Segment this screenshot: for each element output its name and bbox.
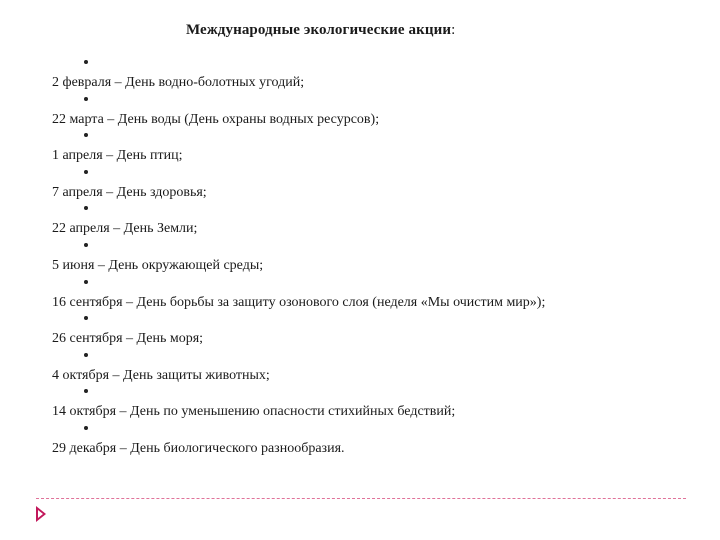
list-item xyxy=(52,206,692,243)
bullet-icon xyxy=(84,280,88,284)
list-item-text: 5 июня – День окружающей среды; xyxy=(52,257,264,273)
list-item xyxy=(52,60,692,97)
event-list xyxy=(52,60,692,463)
bullet-icon xyxy=(84,389,88,393)
page-title xyxy=(186,22,455,39)
bullet-icon xyxy=(84,133,88,137)
list-item-text: 2 февраля – День водно-болотных угодий; xyxy=(52,75,305,90)
list-item-text: 29 декабря – День биологического разнообразия. xyxy=(52,440,345,456)
list-item-text: 22 марта – День воды (День охраны водных ресурсов); xyxy=(52,111,380,127)
list-item xyxy=(52,353,692,390)
list-item-text: 22 апреля – День Земли; xyxy=(52,221,198,237)
bullet-icon xyxy=(84,243,88,247)
list-item-text: 14 октября – День по уменьшению опасности стихийных бедствий; xyxy=(52,404,456,420)
list-item xyxy=(52,133,692,170)
play-triangle-icon[interactable] xyxy=(36,506,46,522)
title-colon: : xyxy=(451,22,456,38)
bullet-icon xyxy=(84,426,88,430)
bullet-icon xyxy=(84,60,88,64)
list-item-text: 26 сентября – День моря; xyxy=(52,331,204,347)
bullet-icon xyxy=(84,316,88,320)
bullet-icon xyxy=(84,170,88,174)
bullet-icon xyxy=(84,206,88,210)
list-item xyxy=(52,97,692,134)
list-item xyxy=(52,316,692,353)
list-item-text: 1 апреля – День птиц; xyxy=(52,148,183,164)
list-item xyxy=(52,280,692,317)
list-item-text: 16 сентября – День борьбы за защиту озонового слоя (неделя «Мы очистим мир»); xyxy=(52,294,546,310)
bullet-icon xyxy=(84,353,88,357)
title-text: Международные экологические акции xyxy=(186,22,452,38)
list-item-text: 7 апреля – День здоровья; xyxy=(52,184,207,200)
list-item xyxy=(52,170,692,207)
list-item xyxy=(52,243,692,280)
footer-divider xyxy=(36,498,686,499)
list-item xyxy=(52,426,692,463)
list-item xyxy=(52,389,692,426)
list-item-text: 4 октября – День защиты животных; xyxy=(52,367,270,383)
bullet-icon xyxy=(84,97,88,101)
